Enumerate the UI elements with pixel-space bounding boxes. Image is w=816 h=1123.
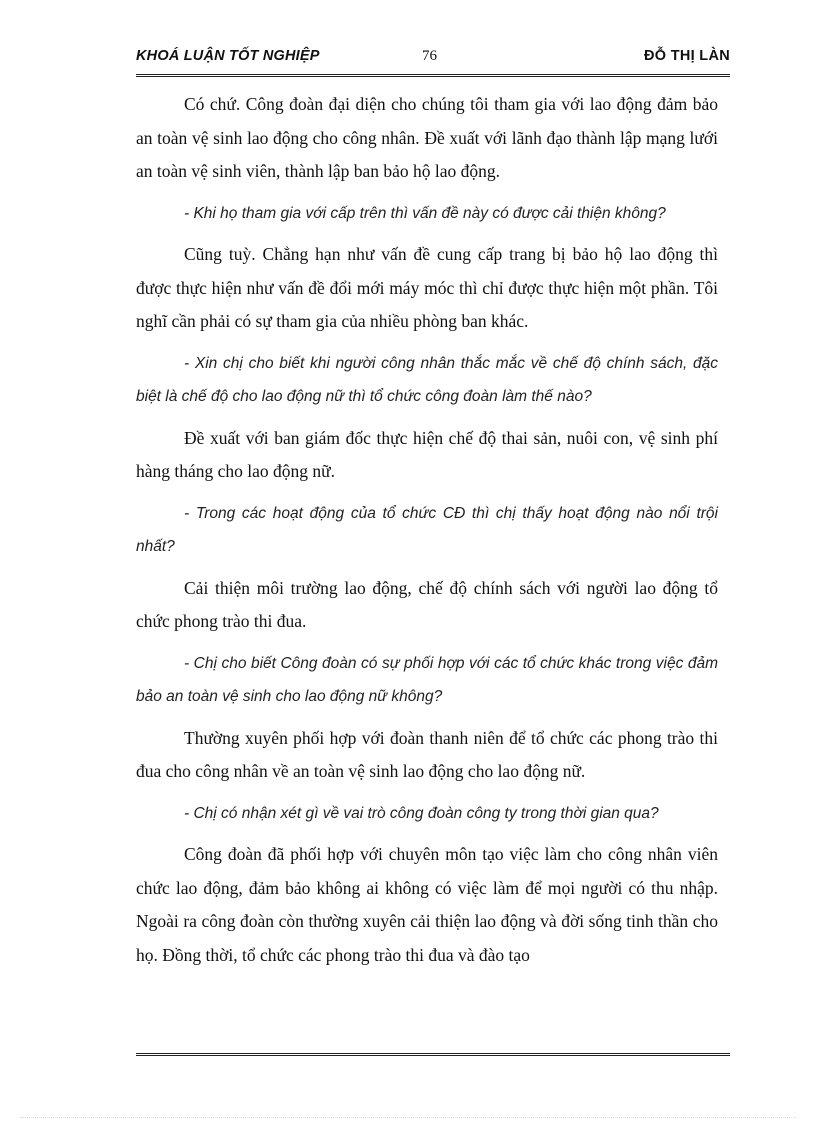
page-header <box>136 48 730 70</box>
document-body <box>136 88 718 980</box>
header-divider <box>136 74 730 77</box>
header-page-number: 76 <box>422 48 437 64</box>
page-bottom-edge <box>20 1117 796 1118</box>
answer-paragraph: Thường xuyên phối hợp với đoàn thanh niên để tổ chức các phong trào thi đua cho công nhân về an toàn vệ sinh lao động cho lao động nữ. <box>136 727 718 781</box>
question-paragraph: - Khi họ tham gia với cấp trên thì vấn đề này có được cải thiện không? <box>184 204 666 222</box>
question-paragraph: - Trong các hoạt động của tổ chức CĐ thì chị thấy hoạt động nào nổi trội nhất? <box>136 504 718 555</box>
footer-divider <box>136 1053 730 1056</box>
question-paragraph: - Chị cho biết Công đoàn có sự phối hợp với các tổ chức khác trong việc đảm bảo an toàn vệ sinh cho lao động nữ không? <box>136 654 718 705</box>
header-thesis-title: KHOÁ LUẬN TỐT NGHIỆP <box>136 48 320 64</box>
answer-paragraph: Cải thiện môi trường lao động, chế độ chính sách với người lao động tổ chức phong trào thi đua. <box>136 577 718 631</box>
answer-paragraph: Có chứ. Công đoàn đại diện cho chúng tôi tham gia với lao động đảm bảo an toàn vệ sinh lao động cho công nhân. Đề xuất với lãnh đạo thành lập mạng lưới an toàn vệ sinh viên, thành lập ban bảo hộ lao động. <box>136 94 718 181</box>
question-paragraph: - Xin chị cho biết khi người công nhân thắc mắc về chế độ chính sách, đặc biệt là chế độ cho lao động nữ thì tổ chức công đoàn làm thế nào? <box>136 354 718 405</box>
answer-paragraph: Đề xuất với ban giám đốc thực hiện chế độ thai sản, nuôi con, vệ sinh phí hàng tháng cho lao động nữ. <box>136 427 718 481</box>
answer-paragraph: Công đoàn đã phối hợp với chuyên môn tạo việc làm cho công nhân viên chức lao động, đảm bảo không ai không có việc làm để mọi người có thu nhập. Ngoài ra công đoàn còn thường xuyên cải thiện lao động và đời sống tinh thần cho họ. Đồng thời, tổ chức các phong trào thi đua và đào tạo <box>136 844 718 965</box>
answer-paragraph: Cũng tuỳ. Chẳng hạn như vấn đề cung cấp trang bị bảo hộ lao động thì được thực hiện như vấn đề đổi mới máy móc thì chỉ được thực hiện một phần. Tôi nghĩ cần phải có sự tham gia của nhiều phòng ban khác. <box>136 244 718 331</box>
header-author-name: ĐỖ THỊ LÀN <box>644 48 730 64</box>
question-paragraph: - Chị có nhận xét gì về vai trò công đoàn công ty trong thời gian qua? <box>184 804 659 822</box>
